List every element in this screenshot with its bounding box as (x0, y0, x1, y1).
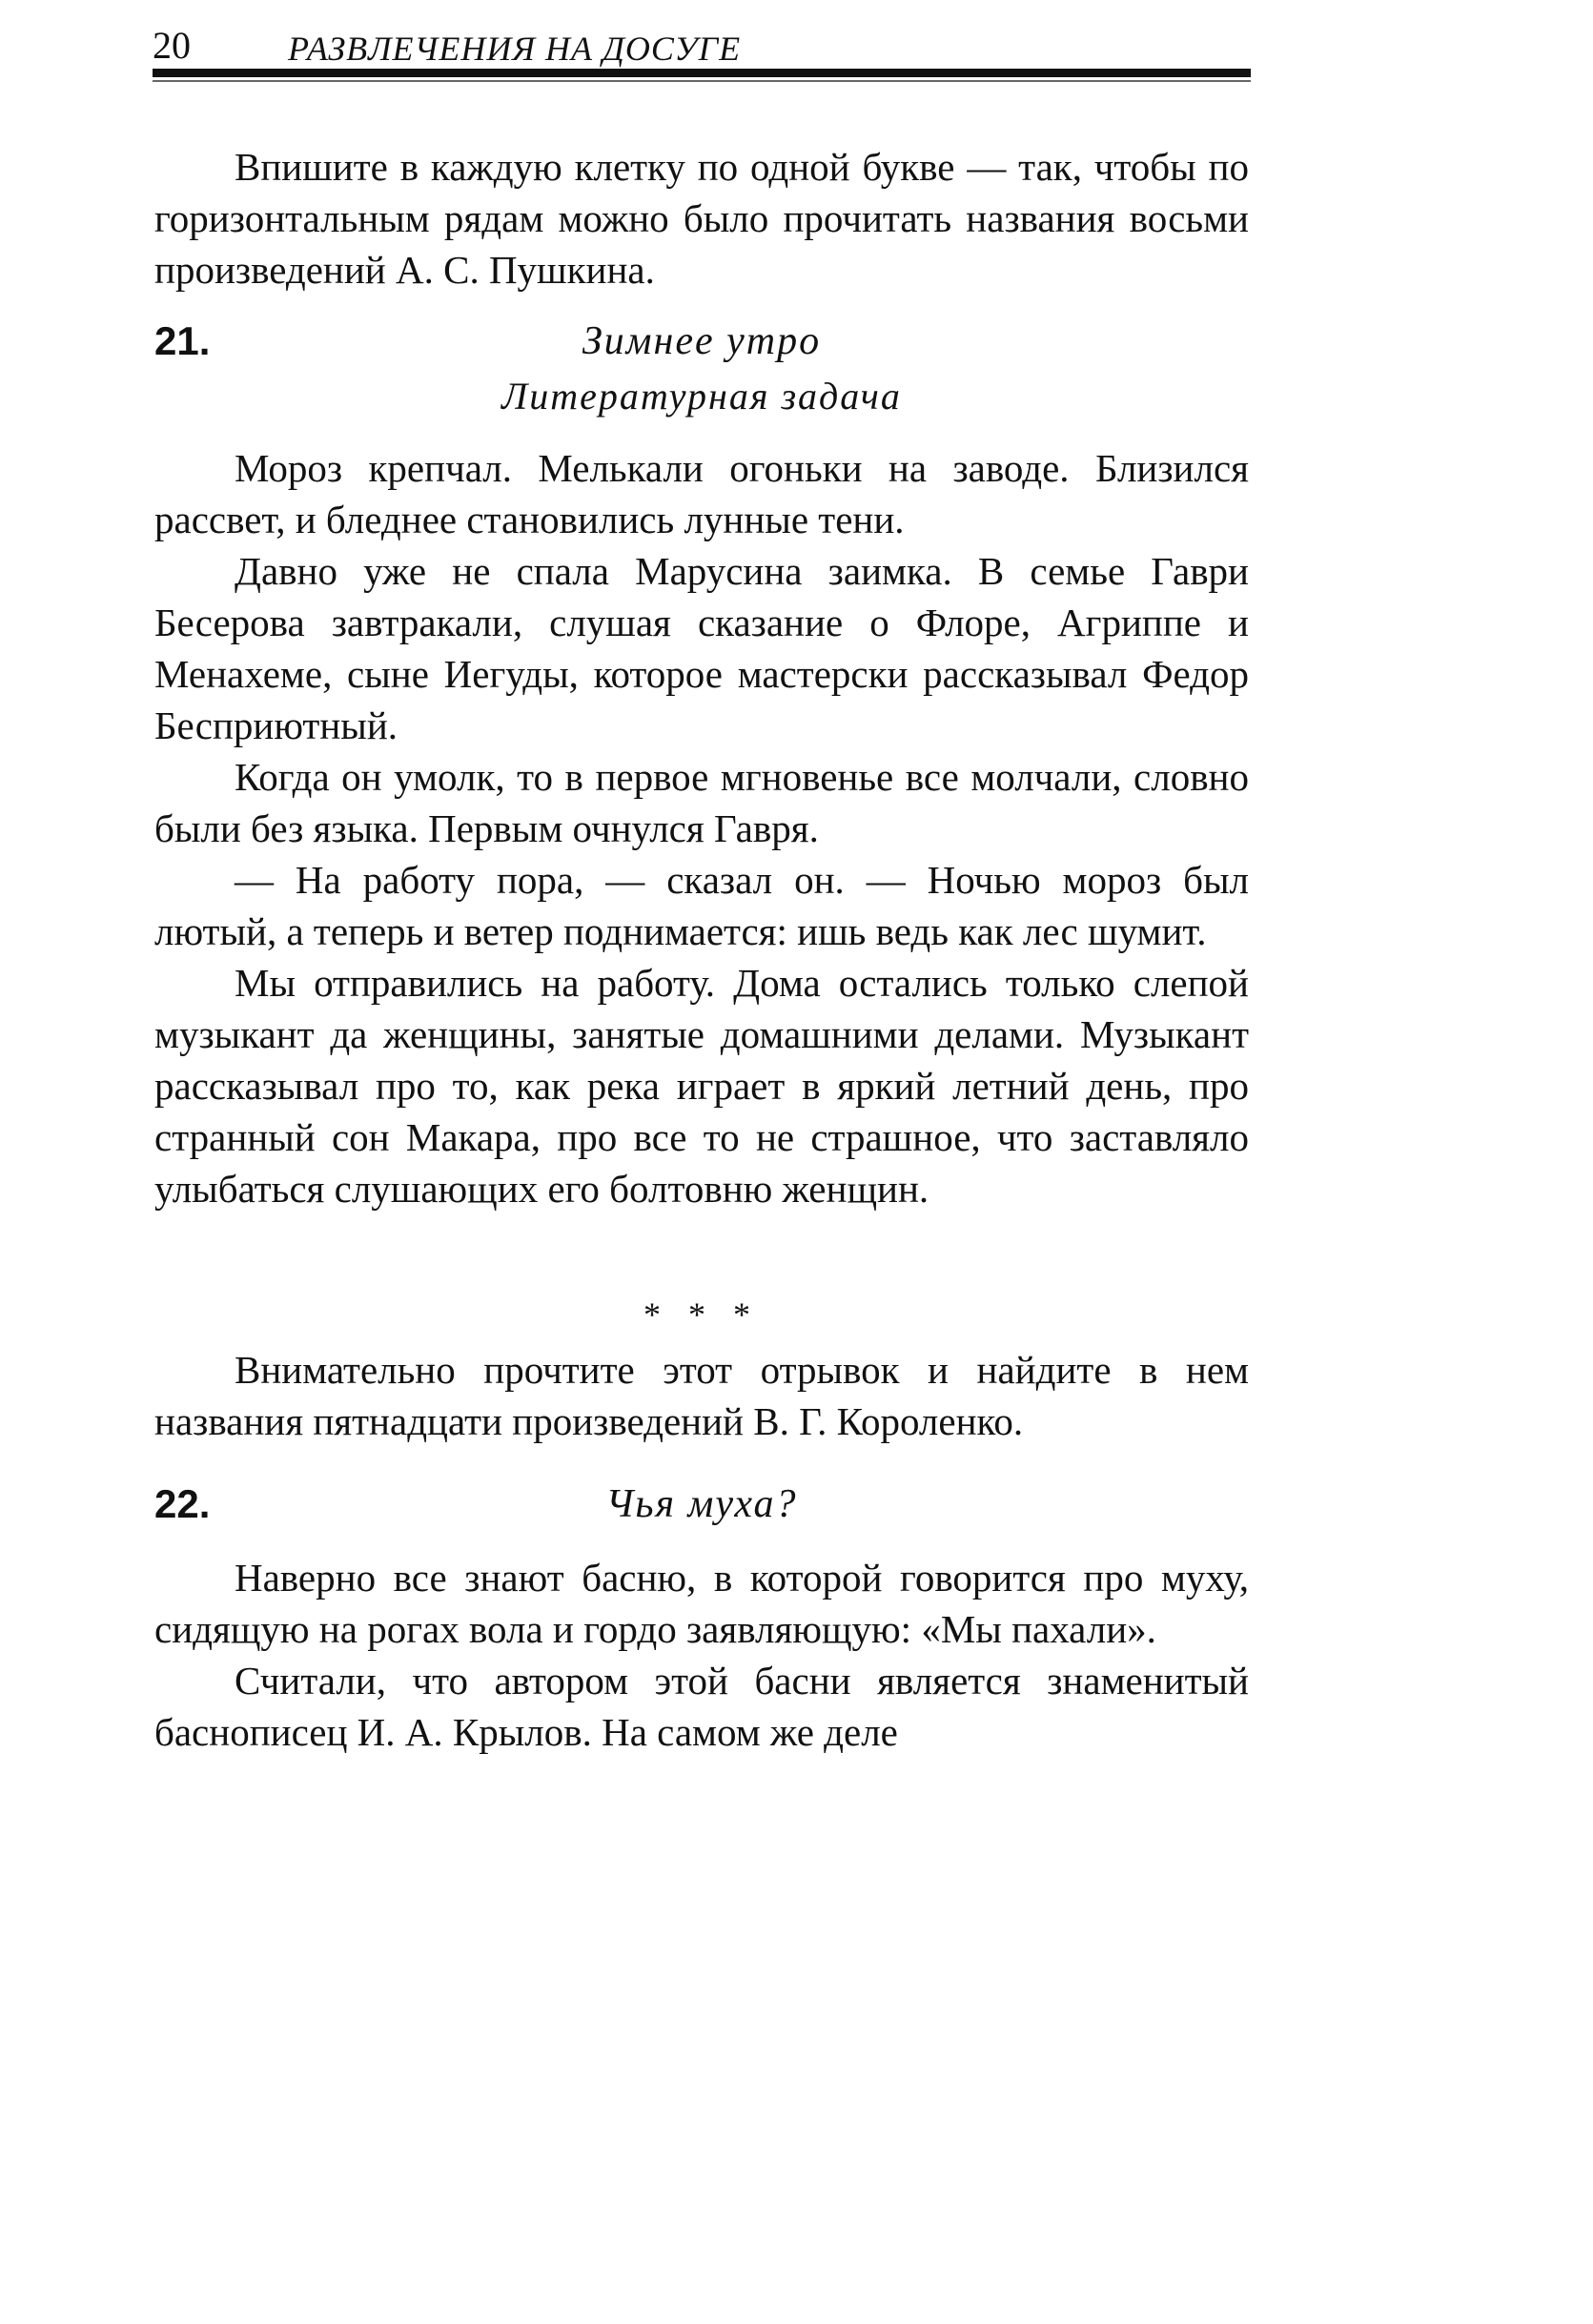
problem-21-paragraph: Мы отправились на работу. Дома остались только слепой музыкант да женщины, занятые домашними делами. Музыкант рассказывал про то, как река играет в яркий летний день, про странный сон Макара, про все то не страшное, что заставляло улыбаться слушающих его болтовню женщин. (154, 961, 1249, 1211)
problem-21-paragraph: — На работу пора, — сказал он. — Ночью мороз был лютый, а теперь и ветер поднимается: ишь ведь как лес шумит. (154, 858, 1249, 953)
problem-21-paragraph: Когда он умолк, то в первое мгновенье все молчали, словно были без языка. Первым очнулся Гавря. (154, 755, 1249, 850)
page-header (153, 17, 1258, 68)
page-number: 20 (153, 24, 191, 67)
problem-22-body (154, 1552, 1249, 1758)
problem-21-paragraph: Давно уже не спала Марусина заимка. В семье Гаври Бесерова завтракали, слушая сказание о Флоре, Агриппе и Менахеме, сыне Иегуды, которое мастерски рассказывал Федор Бесприютный. (154, 549, 1249, 747)
header-rule (153, 69, 1251, 77)
problem-21-subtitle: Литературная задача (501, 375, 902, 418)
problem-21-number: 21. (154, 318, 211, 363)
problem-21-question-block (154, 1344, 1249, 1447)
section-separator: * * * (643, 1295, 760, 1334)
intro-text-block (154, 141, 1249, 296)
problem-21-paragraph: Мороз крепчал. Мелькали огоньки на заводе. Близился рассвет, и бледнее становились лунные тени. (154, 446, 1249, 541)
intro-paragraph: Впишите в каждую клетку по одной букве — так, чтобы по горизонтальным рядам можно было прочитать названия восьми произведений А. С. Пушкина. (154, 145, 1249, 292)
problem-22-number: 22. (154, 1481, 211, 1526)
problem-21-question: Внимательно прочтите этот отрывок и найдите в нем названия пятнадцати произведений В. Г. Короленко. (154, 1348, 1249, 1443)
running-title: РАЗВЛЕЧЕНИЯ НА ДОСУГЕ (288, 30, 742, 68)
problem-22-paragraph: Считали, что автором этой басни является знаменитый баснописец И. А. Крылов. На самом же деле (154, 1659, 1249, 1754)
problem-21-body (154, 442, 1249, 1214)
problem-22-title: Чья муха? (605, 1482, 798, 1526)
problem-22-paragraph: Наверно все знают басню, в которой говорится про муху, сидящую на рогах вола и гордо заявляющую: «Мы пахали». (154, 1556, 1249, 1651)
header-rule-thin (153, 80, 1251, 82)
problem-21-title: Зимнее утро (582, 319, 822, 363)
